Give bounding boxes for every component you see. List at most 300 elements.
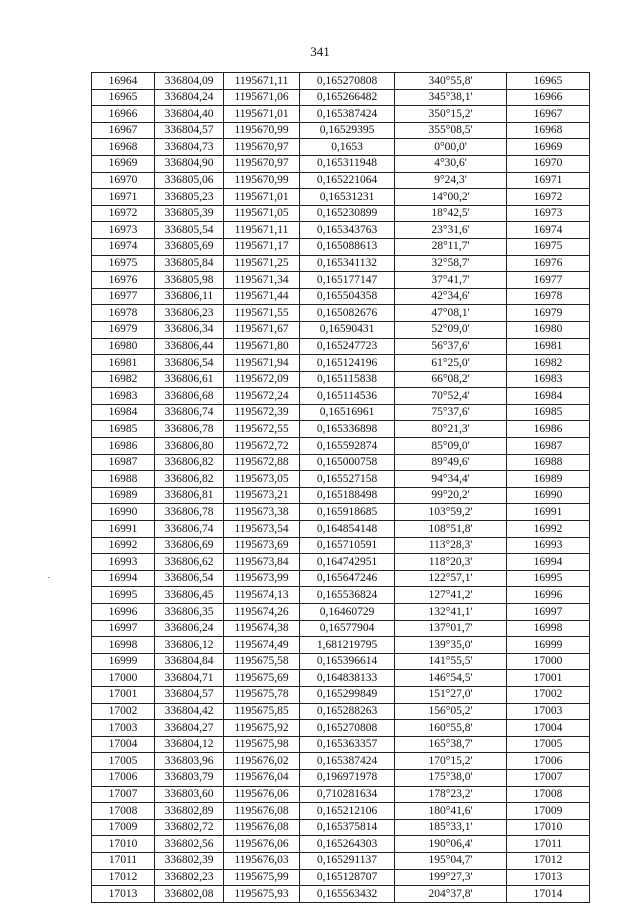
point-number-cell: 16995 [92,587,155,604]
x-coordinate-cell: 336802,56 [155,836,224,853]
bearing-cell: 118°20,3' [395,554,507,571]
coordinates-table [91,72,590,903]
next-point-cell: 16988 [507,454,590,471]
table-row [92,471,590,488]
y-coordinate-cell: 1195670,97 [224,155,300,172]
table-row [92,869,590,886]
next-point-cell: 16983 [507,371,590,388]
y-coordinate-cell: 1195676,08 [224,803,300,820]
y-coordinate-cell: 1195674,49 [224,637,300,654]
y-coordinate-cell: 1195672,55 [224,421,300,438]
point-number-cell: 17013 [92,886,155,903]
point-number-cell: 16969 [92,155,155,172]
distance-cell: 0,165230899 [300,205,395,222]
bearing-cell: 170°15,2' [395,753,507,770]
x-coordinate-cell: 336804,71 [155,670,224,687]
table-row [92,554,590,571]
y-coordinate-cell: 1195672,39 [224,404,300,421]
y-coordinate-cell: 1195673,99 [224,570,300,587]
bearing-cell: 47°08,1' [395,305,507,322]
y-coordinate-cell: 1195671,80 [224,338,300,355]
table-row [92,736,590,753]
next-point-cell: 16998 [507,620,590,637]
bearing-cell: 28°11,7' [395,238,507,255]
next-point-cell: 16966 [507,89,590,106]
table-row [92,321,590,338]
next-point-cell: 16993 [507,537,590,554]
next-point-cell: 17003 [507,703,590,720]
distance-cell: 0,165221064 [300,172,395,189]
y-coordinate-cell: 1195674,13 [224,587,300,604]
x-coordinate-cell: 336803,79 [155,769,224,786]
point-number-cell: 16967 [92,122,155,139]
y-coordinate-cell: 1195671,44 [224,288,300,305]
point-number-cell: 16971 [92,189,155,206]
distance-cell: 0,165336898 [300,421,395,438]
bearing-cell: 122°57,1' [395,570,507,587]
distance-cell: 0,165247723 [300,338,395,355]
table-row [92,570,590,587]
distance-cell: 0,165647246 [300,570,395,587]
point-number-cell: 16972 [92,205,155,222]
table-row [92,803,590,820]
point-number-cell: 17004 [92,736,155,753]
table-row [92,769,590,786]
bearing-cell: 85°09,0' [395,438,507,455]
distance-cell: 1,681219795 [300,637,395,654]
table-row [92,222,590,239]
table-row [92,487,590,504]
x-coordinate-cell: 336806,82 [155,454,224,471]
distance-cell: 0,165288263 [300,703,395,720]
distance-cell: 0,165311948 [300,155,395,172]
x-coordinate-cell: 336805,98 [155,272,224,289]
point-number-cell: 16970 [92,172,155,189]
table-row [92,836,590,853]
x-coordinate-cell: 336804,42 [155,703,224,720]
bearing-cell: 89°49,6' [395,454,507,471]
point-number-cell: 16965 [92,89,155,106]
y-coordinate-cell: 1195671,55 [224,305,300,322]
point-number-cell: 17009 [92,819,155,836]
point-number-cell: 16982 [92,371,155,388]
next-point-cell: 16981 [507,338,590,355]
table-row [92,703,590,720]
point-number-cell: 17003 [92,720,155,737]
table-row [92,73,590,90]
bearing-cell: 103°59,2' [395,504,507,521]
x-coordinate-cell: 336805,54 [155,222,224,239]
bearing-cell: 345°38,1' [395,89,507,106]
point-number-cell: 17011 [92,852,155,869]
next-point-cell: 16982 [507,355,590,372]
next-point-cell: 16999 [507,637,590,654]
point-number-cell: 16973 [92,222,155,239]
table-row [92,338,590,355]
point-number-cell: 16992 [92,537,155,554]
next-point-cell: 17001 [507,670,590,687]
next-point-cell: 16994 [507,554,590,571]
distance-cell: 0,165396614 [300,653,395,670]
next-point-cell: 17014 [507,886,590,903]
point-number-cell: 17006 [92,769,155,786]
x-coordinate-cell: 336806,45 [155,587,224,604]
table-row [92,537,590,554]
bearing-cell: 75°37,6' [395,404,507,421]
point-number-cell: 17008 [92,803,155,820]
table-row [92,637,590,654]
next-point-cell: 16985 [507,404,590,421]
point-number-cell: 16984 [92,404,155,421]
distance-cell: 0,165082676 [300,305,395,322]
y-coordinate-cell: 1195670,99 [224,172,300,189]
bearing-cell: 127°41,2' [395,587,507,604]
distance-cell: 0,165592874 [300,438,395,455]
table-row [92,404,590,421]
table-row [92,238,590,255]
distance-cell: 0,165387424 [300,106,395,123]
table-row [92,106,590,123]
table-row [92,753,590,770]
next-point-cell: 17012 [507,852,590,869]
x-coordinate-cell: 336802,39 [155,852,224,869]
y-coordinate-cell: 1195671,11 [224,222,300,239]
next-point-cell: 16990 [507,487,590,504]
y-coordinate-cell: 1195671,17 [224,238,300,255]
bearing-cell: 355°08,5' [395,122,507,139]
point-number-cell: 16983 [92,388,155,405]
table-row [92,504,590,521]
margin-mark [48,577,50,578]
bearing-cell: 190°06,4' [395,836,507,853]
y-coordinate-cell: 1195675,98 [224,736,300,753]
table-row [92,653,590,670]
bearing-cell: 151°27,0' [395,686,507,703]
next-point-cell: 16992 [507,521,590,538]
next-point-cell: 16965 [507,73,590,90]
table-row [92,305,590,322]
distance-cell: 0,165527158 [300,471,395,488]
point-number-cell: 16975 [92,255,155,272]
distance-cell: 0,165270808 [300,720,395,737]
point-number-cell: 17007 [92,786,155,803]
distance-cell: 0,16529395 [300,122,395,139]
x-coordinate-cell: 336806,81 [155,487,224,504]
distance-cell: 0,165088613 [300,238,395,255]
distance-cell: 0,16531231 [300,189,395,206]
distance-cell: 0,165387424 [300,753,395,770]
bearing-cell: 175°38,0' [395,769,507,786]
y-coordinate-cell: 1195676,02 [224,753,300,770]
bearing-cell: 66°08,2' [395,371,507,388]
point-number-cell: 16976 [92,272,155,289]
y-coordinate-cell: 1195676,06 [224,786,300,803]
next-point-cell: 16972 [507,189,590,206]
distance-cell: 0,165375814 [300,819,395,836]
next-point-cell: 16997 [507,604,590,621]
x-coordinate-cell: 336805,39 [155,205,224,222]
distance-cell: 0,165124196 [300,355,395,372]
x-coordinate-cell: 336804,24 [155,89,224,106]
bearing-cell: 199°27,3' [395,869,507,886]
point-number-cell: 16994 [92,570,155,587]
x-coordinate-cell: 336806,54 [155,355,224,372]
distance-cell: 0,165363357 [300,736,395,753]
next-point-cell: 16980 [507,321,590,338]
bearing-cell: 113°28,3' [395,537,507,554]
y-coordinate-cell: 1195673,54 [224,521,300,538]
bearing-cell: 4°30,6' [395,155,507,172]
distance-cell: 0,165264303 [300,836,395,853]
point-number-cell: 16968 [92,139,155,156]
bearing-cell: 99°20,2' [395,487,507,504]
bearing-cell: 139°35,0' [395,637,507,654]
x-coordinate-cell: 336802,89 [155,803,224,820]
table-row [92,720,590,737]
x-coordinate-cell: 336803,96 [155,753,224,770]
table-row [92,786,590,803]
x-coordinate-cell: 336806,78 [155,421,224,438]
y-coordinate-cell: 1195673,21 [224,487,300,504]
point-number-cell: 16987 [92,454,155,471]
distance-cell: 0,16516961 [300,404,395,421]
table-row [92,172,590,189]
x-coordinate-cell: 336806,68 [155,388,224,405]
bearing-cell: 37°41,7' [395,272,507,289]
next-point-cell: 17005 [507,736,590,753]
next-point-cell: 16979 [507,305,590,322]
point-number-cell: 17001 [92,686,155,703]
next-point-cell: 16975 [507,238,590,255]
next-point-cell: 17008 [507,786,590,803]
bearing-cell: 94°34,4' [395,471,507,488]
x-coordinate-cell: 336806,61 [155,371,224,388]
y-coordinate-cell: 1195671,25 [224,255,300,272]
x-coordinate-cell: 336806,11 [155,288,224,305]
y-coordinate-cell: 1195671,94 [224,355,300,372]
table-row [92,189,590,206]
x-coordinate-cell: 336806,44 [155,338,224,355]
bearing-cell: 61°25,0' [395,355,507,372]
x-coordinate-cell: 336802,72 [155,819,224,836]
point-number-cell: 16974 [92,238,155,255]
y-coordinate-cell: 1195675,92 [224,720,300,737]
y-coordinate-cell: 1195675,58 [224,653,300,670]
point-number-cell: 16986 [92,438,155,455]
distance-cell: 0,165291137 [300,852,395,869]
next-point-cell: 17007 [507,769,590,786]
y-coordinate-cell: 1195673,38 [224,504,300,521]
distance-cell: 0,165128707 [300,869,395,886]
x-coordinate-cell: 336805,06 [155,172,224,189]
y-coordinate-cell: 1195672,09 [224,371,300,388]
distance-cell: 0,165266482 [300,89,395,106]
distance-cell: 0,16577904 [300,620,395,637]
bearing-cell: 195°04,7' [395,852,507,869]
x-coordinate-cell: 336804,90 [155,155,224,172]
y-coordinate-cell: 1195676,06 [224,836,300,853]
y-coordinate-cell: 1195671,11 [224,73,300,90]
point-number-cell: 16977 [92,288,155,305]
x-coordinate-cell: 336806,34 [155,321,224,338]
distance-cell: 0,164838133 [300,670,395,687]
next-point-cell: 16968 [507,122,590,139]
point-number-cell: 16996 [92,604,155,621]
y-coordinate-cell: 1195674,26 [224,604,300,621]
next-point-cell: 16995 [507,570,590,587]
bearing-cell: 156°05,2' [395,703,507,720]
next-point-cell: 16989 [507,471,590,488]
x-coordinate-cell: 336806,35 [155,604,224,621]
table-row [92,670,590,687]
bearing-cell: 9°24,3' [395,172,507,189]
table-row [92,454,590,471]
next-point-cell: 16986 [507,421,590,438]
next-point-cell: 17009 [507,803,590,820]
table-row [92,587,590,604]
table-row [92,886,590,903]
x-coordinate-cell: 336804,57 [155,686,224,703]
point-number-cell: 16998 [92,637,155,654]
point-number-cell: 16993 [92,554,155,571]
x-coordinate-cell: 336804,09 [155,73,224,90]
table-row [92,205,590,222]
table-row [92,620,590,637]
bearing-cell: 204°37,8' [395,886,507,903]
x-coordinate-cell: 336806,23 [155,305,224,322]
x-coordinate-cell: 336806,54 [155,570,224,587]
next-point-cell: 16969 [507,139,590,156]
bearing-cell: 18°42,5' [395,205,507,222]
y-coordinate-cell: 1195671,01 [224,106,300,123]
table-row [92,686,590,703]
x-coordinate-cell: 336804,84 [155,653,224,670]
bearing-cell: 350°15,2' [395,106,507,123]
distance-cell: 0,165536824 [300,587,395,604]
bearing-cell: 70°52,4' [395,388,507,405]
distance-cell: 0,1653 [300,139,395,156]
point-number-cell: 16985 [92,421,155,438]
bearing-cell: 165°38,7' [395,736,507,753]
table-row [92,521,590,538]
distance-cell: 0,165563432 [300,886,395,903]
bearing-cell: 23°31,6' [395,222,507,239]
point-number-cell: 16964 [92,73,155,90]
table-row [92,89,590,106]
table-row [92,255,590,272]
table-row [92,355,590,372]
bearing-cell: 180°41,6' [395,803,507,820]
point-number-cell: 17000 [92,670,155,687]
y-coordinate-cell: 1195671,67 [224,321,300,338]
next-point-cell: 17006 [507,753,590,770]
table-row [92,604,590,621]
y-coordinate-cell: 1195673,84 [224,554,300,571]
distance-cell: 0,165504358 [300,288,395,305]
distance-cell: 0,16460729 [300,604,395,621]
table-row [92,438,590,455]
y-coordinate-cell: 1195676,04 [224,769,300,786]
point-number-cell: 17005 [92,753,155,770]
distance-cell: 0,165115838 [300,371,395,388]
distance-cell: 0,165710591 [300,537,395,554]
x-coordinate-cell: 336806,74 [155,521,224,538]
y-coordinate-cell: 1195671,06 [224,89,300,106]
x-coordinate-cell: 336804,12 [155,736,224,753]
table-row [92,388,590,405]
table-row [92,288,590,305]
next-point-cell: 16978 [507,288,590,305]
x-coordinate-cell: 336806,74 [155,404,224,421]
next-point-cell: 16970 [507,155,590,172]
x-coordinate-cell: 336806,12 [155,637,224,654]
table-row [92,819,590,836]
bearing-cell: 42°34,6' [395,288,507,305]
next-point-cell: 17002 [507,686,590,703]
bearing-cell: 80°21,3' [395,421,507,438]
distance-cell: 0,164742951 [300,554,395,571]
y-coordinate-cell: 1195672,72 [224,438,300,455]
table-row [92,272,590,289]
next-point-cell: 16991 [507,504,590,521]
distance-cell: 0,165188498 [300,487,395,504]
distance-cell: 0,165000758 [300,454,395,471]
y-coordinate-cell: 1195675,85 [224,703,300,720]
bearing-cell: 0°00,0' [395,139,507,156]
x-coordinate-cell: 336805,84 [155,255,224,272]
distance-cell: 0,165270808 [300,73,395,90]
point-number-cell: 16991 [92,521,155,538]
y-coordinate-cell: 1195670,99 [224,122,300,139]
distance-cell: 0,165212106 [300,803,395,820]
bearing-cell: 141°55,5' [395,653,507,670]
point-number-cell: 16990 [92,504,155,521]
distance-cell: 0,165918685 [300,504,395,521]
y-coordinate-cell: 1195676,08 [224,819,300,836]
table-body [92,73,590,903]
bearing-cell: 14°00,2' [395,189,507,206]
y-coordinate-cell: 1195672,24 [224,388,300,405]
bearing-cell: 108°51,8' [395,521,507,538]
x-coordinate-cell: 336806,69 [155,537,224,554]
next-point-cell: 17011 [507,836,590,853]
y-coordinate-cell: 1195670,97 [224,139,300,156]
bearing-cell: 52°09,0' [395,321,507,338]
table-row [92,371,590,388]
bearing-cell: 132°41,1' [395,604,507,621]
x-coordinate-cell: 336806,80 [155,438,224,455]
next-point-cell: 17010 [507,819,590,836]
x-coordinate-cell: 336804,27 [155,720,224,737]
y-coordinate-cell: 1195675,78 [224,686,300,703]
point-number-cell: 16966 [92,106,155,123]
table-row [92,421,590,438]
next-point-cell: 16996 [507,587,590,604]
distance-cell: 0,165343763 [300,222,395,239]
y-coordinate-cell: 1195671,01 [224,189,300,206]
distance-cell: 0,710281634 [300,786,395,803]
table-row [92,122,590,139]
next-point-cell: 16971 [507,172,590,189]
distance-cell: 0,165341132 [300,255,395,272]
next-point-cell: 17000 [507,653,590,670]
next-point-cell: 16967 [507,106,590,123]
x-coordinate-cell: 336806,78 [155,504,224,521]
x-coordinate-cell: 336806,62 [155,554,224,571]
point-number-cell: 17002 [92,703,155,720]
point-number-cell: 16989 [92,487,155,504]
y-coordinate-cell: 1195675,99 [224,869,300,886]
